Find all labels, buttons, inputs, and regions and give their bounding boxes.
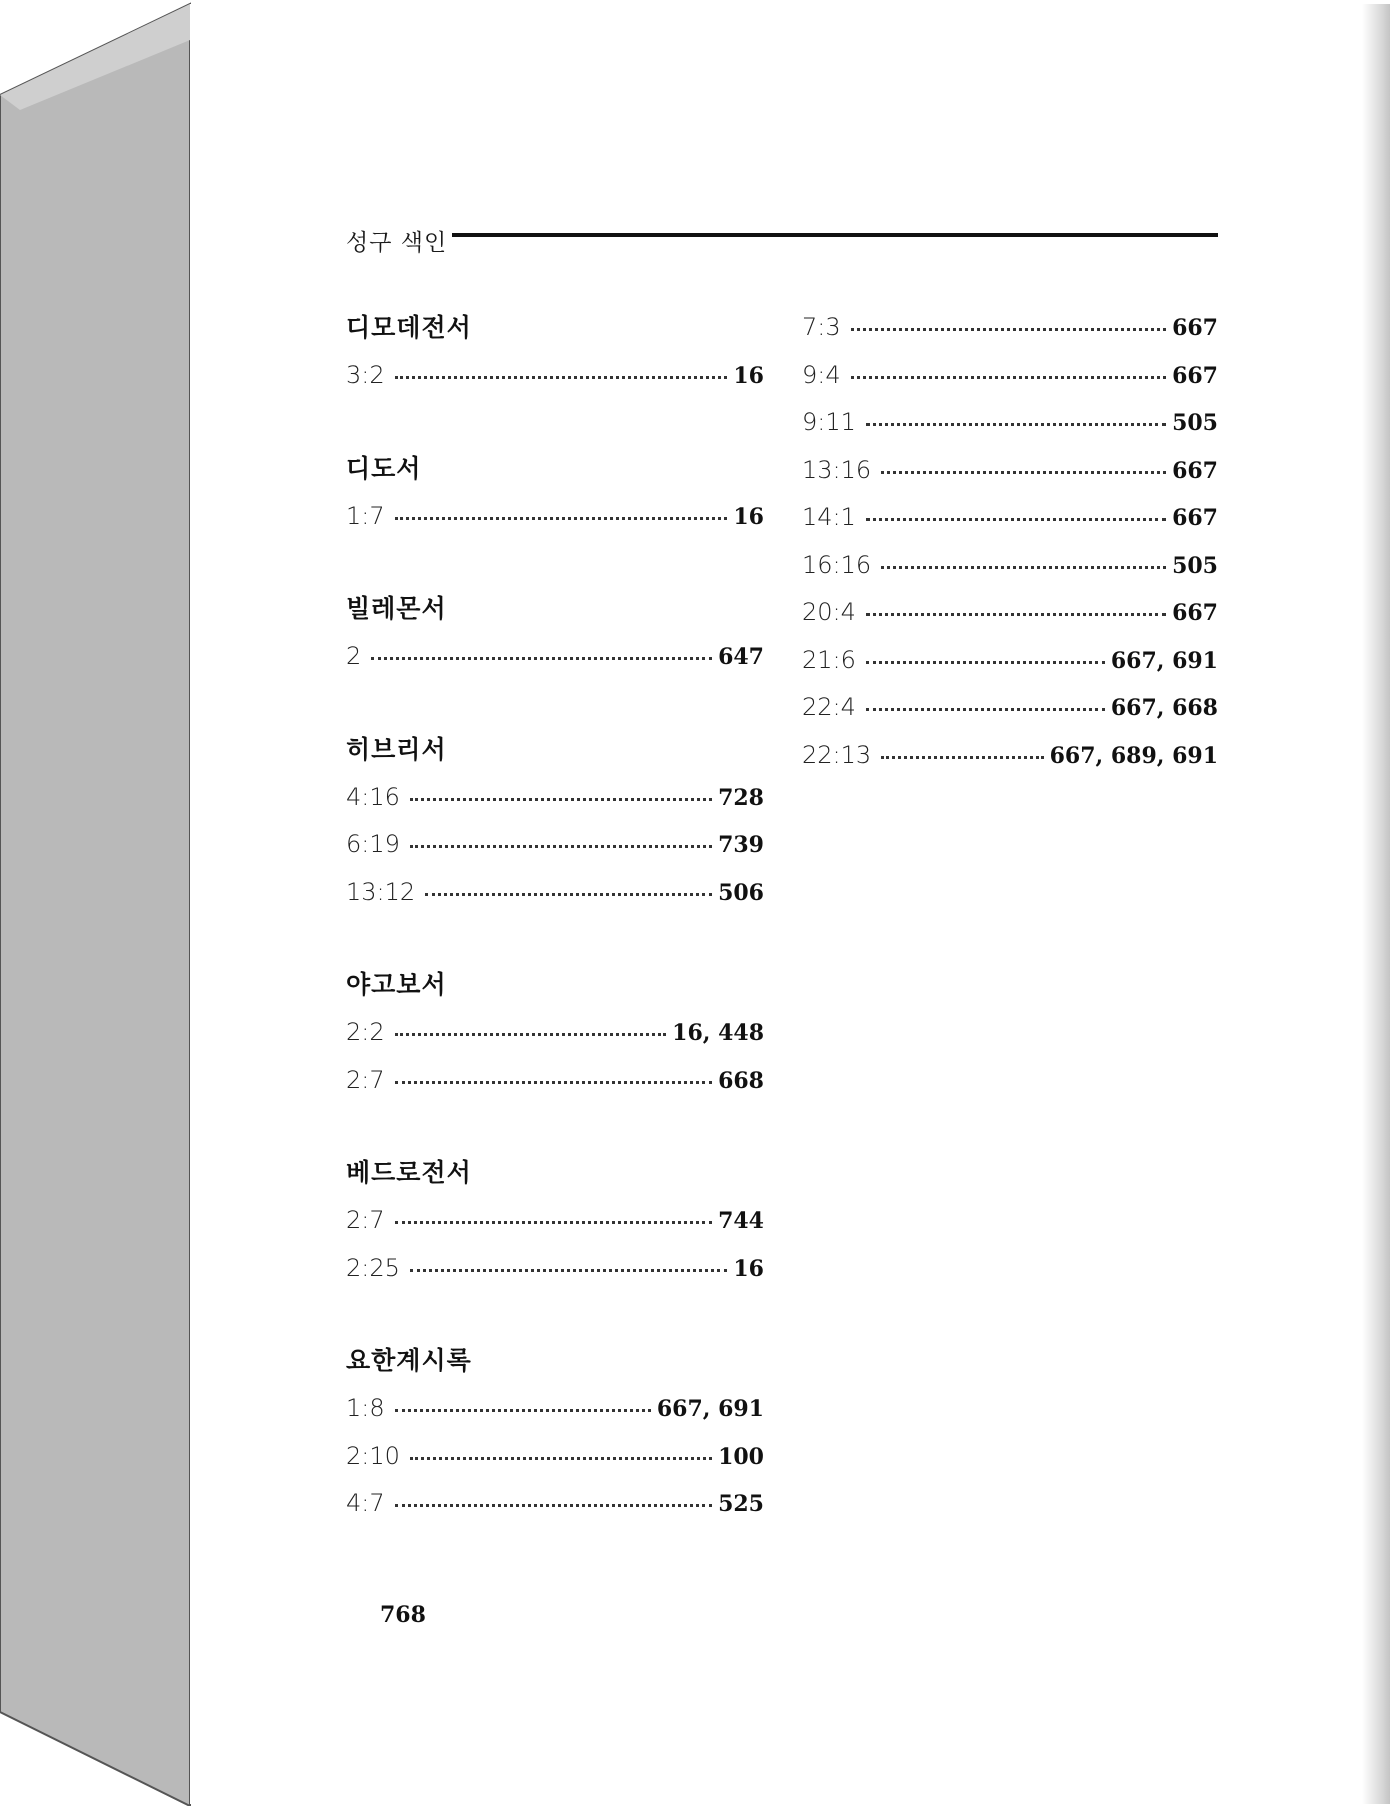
index-group [346,1337,764,1528]
verse-ref: 2:25 [346,1253,400,1282]
index-entry [346,1433,764,1481]
dot-leader [866,423,1166,426]
index-entry [346,869,764,917]
dot-leader [395,1504,712,1507]
index-entry [346,633,764,681]
index-entry [346,1009,764,1057]
index-entry [346,1245,764,1293]
verse-ref: 16:16 [802,550,872,579]
book-title: 빌레몬서 [346,594,447,623]
book-title: 베드로전서 [346,1158,472,1187]
index-entry [802,352,1218,400]
running-head [346,222,1218,258]
book-title: 야고보서 [346,970,447,999]
page-refs: 100 [718,1443,764,1470]
dot-leader [410,1457,712,1460]
verse-ref: 6:19 [346,830,400,858]
dot-leader [395,517,728,520]
page-refs: 16 [733,363,764,389]
index-entry [802,589,1218,637]
verse-ref: 13:12 [346,877,416,906]
running-head-rule [452,233,1218,237]
page-number: 768 [380,1602,426,1628]
dot-leader [866,661,1105,664]
verse-ref: 2:7 [346,1065,385,1094]
index-entry [802,637,1218,685]
dot-leader [851,376,1166,379]
page-refs: 728 [718,784,764,811]
dot-leader [395,1409,651,1412]
verse-ref: 1:7 [346,501,385,530]
page-refs: 667 [1172,505,1218,531]
book-title: 히브리서 [346,734,447,764]
dot-leader [866,518,1166,521]
dot-leader [410,1269,727,1272]
index-entry [802,447,1218,495]
dot-leader [866,708,1105,711]
dot-leader [395,1221,712,1224]
page-refs: 16 [733,503,764,530]
verse-ref: 14:1 [802,503,856,531]
dot-leader [851,328,1166,331]
page-refs: 667, 668 [1110,695,1218,721]
index-entry [802,399,1218,447]
running-head-title: 성구 색인 [346,230,448,256]
index-entry [802,304,1218,352]
dot-leader [881,566,1166,569]
dot-leader [395,1081,712,1084]
page-refs: 667 [1172,600,1218,626]
verse-ref: 9:11 [802,408,856,436]
page-refs: 667 [1172,457,1218,484]
index-group [346,304,764,400]
index-entry [346,1197,764,1245]
book-title: 디도서 [346,453,422,483]
index-column-left [346,304,764,1573]
dot-leader [410,845,712,848]
index-group [346,1149,764,1292]
page-refs: 16, 448 [672,1020,764,1046]
index-entry [802,494,1218,542]
index-entry [346,1057,764,1105]
page-refs: 667, 691 [656,1396,764,1422]
page-edge-shadow [1362,4,1390,1804]
index-group [346,445,764,541]
page-refs: 744 [718,1208,764,1234]
verse-ref: 21:6 [802,645,856,674]
index-entry [346,1385,764,1433]
index-entry [346,1480,764,1528]
verse-ref: 22:13 [802,740,872,769]
page-refs: 739 [718,832,764,858]
index-entry [346,774,764,822]
page-refs: 667, 689, 691 [1049,742,1218,769]
page-refs: 525 [718,1491,764,1517]
verse-ref: 2:7 [346,1206,385,1234]
verse-ref: 2 [346,642,362,670]
dot-leader [410,798,712,801]
verse-ref: 1:8 [346,1394,385,1422]
index-group [346,961,764,1104]
dot-leader [866,613,1166,616]
dot-leader [425,893,712,896]
dot-leader [371,657,712,660]
index-entry [802,542,1218,590]
page-refs: 16 [733,1255,764,1282]
index-group [346,585,764,681]
page-refs: 647 [718,644,764,670]
dot-leader [881,756,1043,759]
index-group [346,726,764,917]
index-entry [802,732,1218,780]
index-entry [346,352,764,400]
dot-leader [881,471,1166,474]
verse-ref: 4:7 [346,1489,385,1517]
verse-ref: 4:16 [346,782,400,811]
dot-leader [395,376,728,379]
verse-ref: 7:3 [802,313,841,341]
verse-ref: 22:4 [802,693,856,721]
verse-ref: 13:16 [802,455,872,484]
page-refs: 667, 691 [1110,647,1218,674]
page-refs: 506 [718,879,764,906]
index-column-right [802,304,1218,779]
page-refs: 667 [1172,315,1218,341]
index-page [190,4,1390,1804]
verse-ref: 3:2 [346,361,385,389]
index-entry [802,684,1218,732]
dot-leader [395,1033,667,1036]
page-refs: 505 [1172,410,1218,436]
book-title: 디모데전서 [346,313,472,342]
page-refs: 668 [718,1067,764,1094]
verse-ref: 9:4 [802,360,841,389]
verse-ref: 2:2 [346,1018,385,1046]
page-refs: 505 [1172,552,1218,579]
verse-ref: 20:4 [802,598,856,626]
verse-ref: 2:10 [346,1441,400,1470]
index-entry [346,821,764,869]
page-refs: 667 [1172,362,1218,389]
index-entry [346,493,764,541]
book-title: 요한계시록 [346,1346,472,1375]
